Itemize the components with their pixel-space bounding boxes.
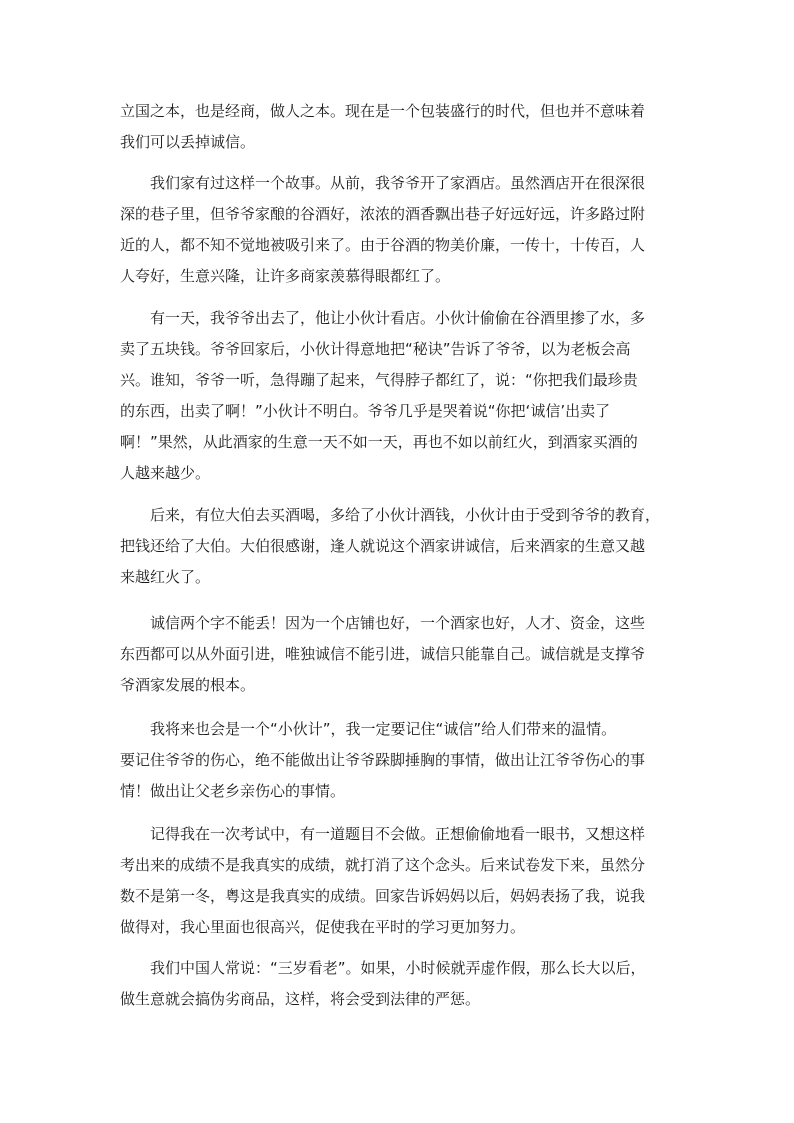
text-line: 记得我在一次考试中，有一道题目不会做。正想偷偷地看一眼书，又想这样 [150,825,646,843]
text-line: 要记住爷爷的伤心，绝不能做出让爷爷跺脚捶胸的事情，做出让江爷爷伤心的事 [120,751,646,769]
text-line: 考出来的成绩不是我真实的成绩，就打消了这个念头。后来试卷发下来，虽然分 [120,856,646,874]
text-line: 人越来越少。 [120,464,211,482]
text-line: 诚信两个字不能丢！因为一个店铺也好，一个酒家也好，人才、资金，这些 [150,614,646,632]
paragraph-3 [120,303,685,489]
text-line: 后来，有位大伯去买酒喝，多给了小伙计酒钱，小伙计由于受到爷爷的教育， [150,506,661,524]
text-line: 做生意就会搞伪劣商品，这样，将会受到法律的严惩。 [120,990,481,1008]
text-line: 数不是第一冬，粤这是我真实的成绩。回家告诉妈妈以后，妈妈表扬了我，说我 [120,887,646,905]
text-line: 我们家有过这样一个故事。从前，我爷爷开了家酒店。虽然酒店开在很深很 [150,174,646,192]
text-line: 兴。谁知，爷爷一听，急得蹦了起来，气得脖子都红了，说：“你把我们最珍贵 [120,371,638,389]
text-line: 的东西，出卖了啊！”小伙计不明白。爷爷几乎是哭着说“你把‘诚信’出卖了 [120,402,611,420]
paragraph-1 [120,96,685,158]
text-line: 我将来也会是一个“小伙计”，我一定要记住“诚信”给人们带来的温情。 [150,720,617,738]
text-line: 立国之本，也是经商，做人之本。现在是一个包装盛行的时代，但也并不意味着 [120,102,646,120]
paragraph-5 [120,608,685,701]
text-line: 东西都可以从外面引进，唯独诚信不能引进，诚信只能靠自己。诚信就是支撑爷 [120,645,646,663]
text-line: 啊！”果然，从此酒家的生意一天不如一天，再也不如以前红火，到酒家买酒的 [120,433,638,451]
text-line: 情！做出让父老乡亲伤心的事情。 [120,782,346,800]
text-line: 做得对，我心里面也很高兴，促使我在平时的学习更加努力。 [120,918,526,936]
text-line: 我们中国人常说：“三岁看老”。如果，小时候就弄虚作假，那么长大以后， [150,959,646,977]
paragraph-8 [120,953,685,1015]
text-line: 有一天，我爷爷出去了，他让小伙计看店。小伙计偷偷在谷酒里掺了水，多 [150,309,646,327]
text-line: 来越红火了。 [120,568,211,586]
text-line: 人夸好，生意兴隆，让许多商家羡慕得眼都红了。 [120,267,451,285]
paragraph-2 [120,168,685,292]
paragraph-7 [120,819,685,943]
text-line: 把钱还给了大伯。大伯很感谢，逢人就说这个酒家讲诚信，后来酒家的生意又越 [120,537,646,555]
paragraph-6 [120,714,685,807]
paragraph-4 [120,500,685,593]
text-line: 深的巷子里，但爷爷家酿的谷酒好，浓浓的酒香飘出巷子好远好远，许多路过附 [120,205,646,223]
text-line: 我们可以丢掉诚信。 [120,133,256,151]
text-line: 爷酒家发展的根本。 [120,676,256,694]
text-line: 近的人，都不知不觉地被吸引来了。由于谷酒的物美价廉，一传十，十传百，人 [120,236,646,254]
text-line: 卖了五块钱。爷爷回家后，小伙计得意地把“秘诀”告诉了爷爷，以为老板会高 [120,340,631,358]
